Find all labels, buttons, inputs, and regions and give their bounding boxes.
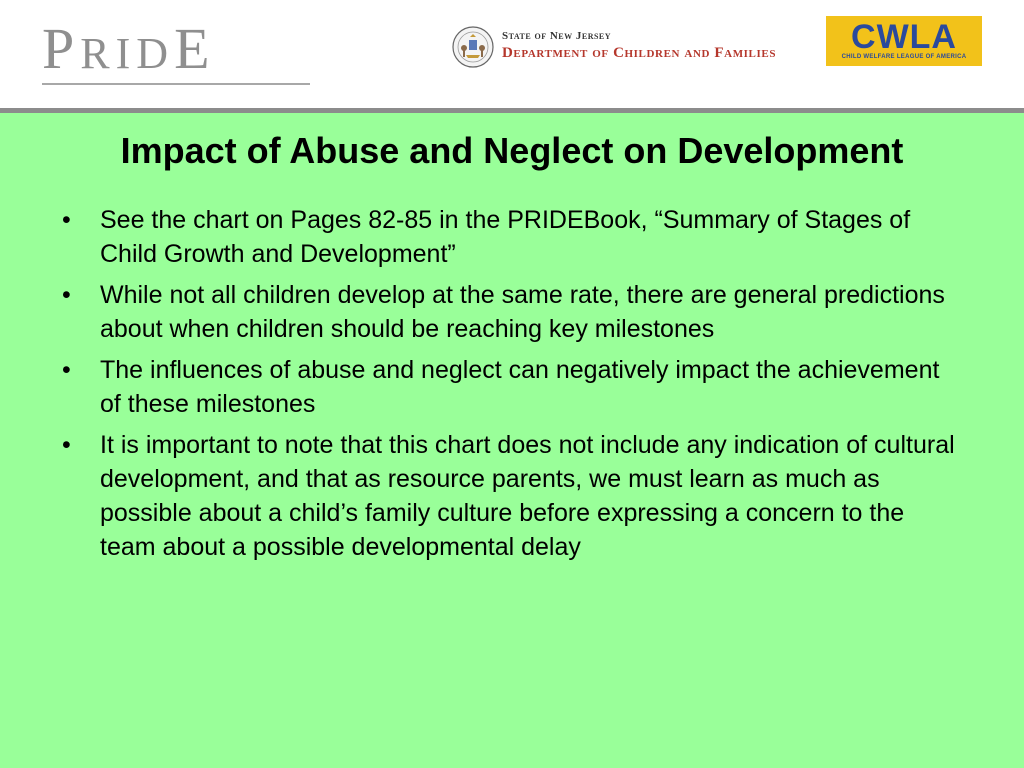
pride-logo-underline: [42, 83, 310, 85]
nj-state-seal-icon: [452, 26, 494, 68]
bullet-item: [62, 278, 962, 346]
pride-logo-letter: D: [136, 29, 175, 78]
bullet-item: [62, 353, 962, 421]
cwla-letters: CWLA: [851, 18, 957, 56]
cwla-subtitle: CHILD WELFARE LEAGUE OF AMERICA: [841, 54, 967, 60]
bullet-dot: •: [62, 356, 71, 384]
bullet-text: It is important to note that this chart does not include any indication of cultural development, and that as resource parents, we must learn as much as possible about a child’s family culture before expressing a concern to the team about a possible developmental delay: [100, 431, 955, 561]
slide-body: [0, 113, 1024, 768]
bullet-text: While not all children develop at the same rate, there are general predictions about when children should be reaching key milestones: [100, 281, 945, 343]
cwla-logo: [826, 16, 982, 66]
slide-title: Impact of Abuse and Neglect on Development: [120, 130, 904, 171]
pride-logo-letter: I: [115, 29, 137, 78]
bullet-dot: •: [62, 206, 71, 234]
pride-logo-letter: P: [42, 16, 81, 81]
bullet-text: See the chart on Pages 82-85 in the PRIDEBook, “Summary of Stages of Child Growth and Development”: [100, 206, 911, 268]
state-label: State of New Jersey: [502, 30, 612, 42]
bullet-list: [62, 203, 962, 571]
header: [0, 0, 1024, 108]
bullet-dot: •: [62, 431, 71, 459]
pride-logo-letter: R: [80, 29, 116, 78]
bullet-text: The influences of abuse and neglect can negatively impact the achievement of these milestones: [100, 356, 940, 418]
pride-logo-letter: E: [174, 16, 216, 81]
bullet-item: [62, 203, 962, 271]
department-label: Department of Children and Families: [502, 45, 777, 61]
pride-logo: [42, 16, 216, 81]
bullet-dot: •: [62, 281, 71, 309]
bullet-item: [62, 428, 962, 564]
